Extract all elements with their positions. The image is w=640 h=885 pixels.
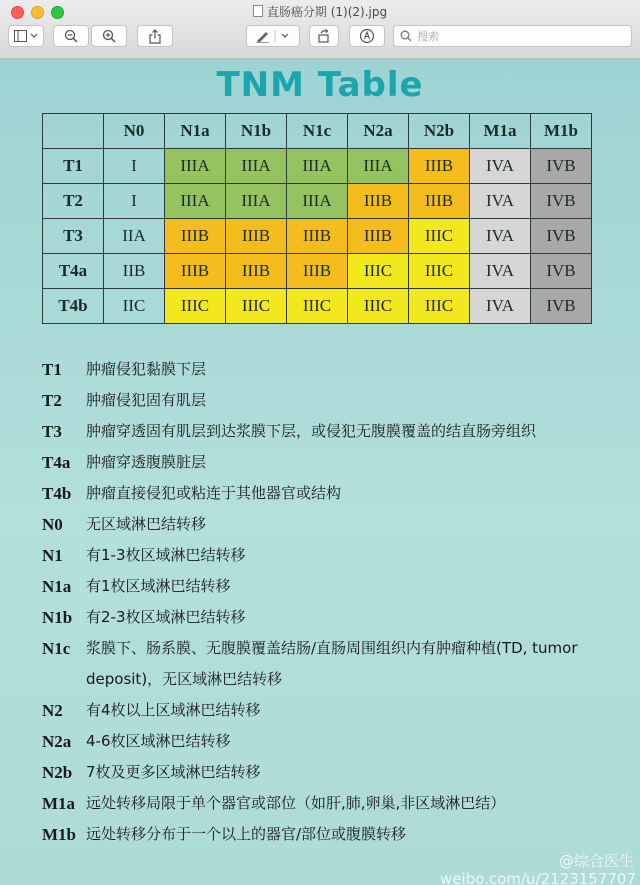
stage-cell: I [104, 149, 165, 184]
stage-cell: IIIB [226, 219, 287, 254]
stage-cell: IIIB [348, 219, 409, 254]
table-row [43, 219, 592, 254]
definition-code: N1c [42, 639, 71, 658]
stage-cell: IIC [104, 289, 165, 324]
column-header: N0 [104, 114, 165, 149]
stage-cell: IIIA [348, 149, 409, 184]
image-canvas [0, 59, 640, 885]
row-header: T4b [43, 289, 104, 324]
row-header: T3 [43, 219, 104, 254]
stage-cell: IIIA [287, 184, 348, 219]
stage-cell: IVA [470, 254, 531, 289]
definition-item [42, 478, 612, 509]
tnm-table-title: TNM Table [216, 65, 424, 105]
definition-code: M1a [42, 794, 76, 813]
definition-text: 4-6枚区域淋巴结转移 [86, 732, 231, 750]
stage-cell: IVB [531, 184, 592, 219]
definition-code: N2b [42, 763, 73, 782]
definition-item [42, 602, 612, 633]
column-header: N1b [226, 114, 287, 149]
title-bar [0, 0, 640, 59]
definition-code: T4a [42, 453, 71, 472]
definition-item [42, 571, 612, 602]
definition-code: T3 [42, 422, 62, 441]
column-header: N1a [165, 114, 226, 149]
table-row [43, 184, 592, 219]
chevron-down-icon [282, 34, 288, 37]
stage-cell: IIIA [165, 149, 226, 184]
definition-item [42, 385, 612, 416]
column-header: N1c [287, 114, 348, 149]
stage-cell: I [104, 184, 165, 219]
stage-cell: IVA [470, 184, 531, 219]
table-row [43, 289, 592, 324]
watermark-handle: @综合医生 [558, 852, 634, 870]
zoom-in-button[interactable] [91, 25, 127, 47]
definition-text: 有1-3枚区域淋巴结转移 [86, 546, 246, 564]
stage-cell: IIIA [226, 149, 287, 184]
column-header: N2a [348, 114, 409, 149]
window-title [0, 3, 640, 20]
stage-cell: IVA [470, 149, 531, 184]
definition-text: 肿瘤穿透固有肌层到达浆膜下层，或侵犯无腹膜覆盖的结直肠旁组织 [86, 422, 537, 440]
definition-item [42, 416, 612, 447]
definition-item [42, 726, 612, 757]
definition-text: 远处转移分布于一个以上的器官/部位或腹膜转移 [86, 825, 407, 843]
definition-text: 有1枚区域淋巴结转移 [86, 577, 231, 595]
definition-code: N1a [42, 577, 72, 596]
stage-cell: IIIC [348, 289, 409, 324]
row-header: T1 [43, 149, 104, 184]
stage-cell: IVB [531, 289, 592, 324]
stage-cell: IIA [104, 219, 165, 254]
stage-cell: IIIB [165, 219, 226, 254]
stage-cell: IVA [470, 289, 531, 324]
definition-text: 远处转移局限于单个器官或部位（如肝,肺,卵巢,非区域淋巴结） [86, 794, 506, 812]
sidebar-toggle-button[interactable] [8, 25, 44, 47]
row-header: T2 [43, 184, 104, 219]
definition-code: N0 [42, 515, 63, 534]
rotate-button[interactable] [309, 25, 339, 47]
stage-cell: IIIA [287, 149, 348, 184]
definition-code: N2a [42, 732, 72, 751]
definition-text: 浆膜下、肠系膜、无腹膜覆盖结肠/直肠周围组织内有肿瘤种植(TD, tumor deposit)，无区域淋巴结转移 [86, 639, 578, 688]
zoom-in-icon [102, 29, 116, 43]
stage-cell: IIIB [409, 149, 470, 184]
window-title-text: 直肠癌分期 (1)(2).jpg [266, 5, 388, 19]
stage-cell: IVB [531, 219, 592, 254]
stage-cell: IIIC [409, 289, 470, 324]
table-row [43, 149, 592, 184]
stage-cell: IIIC [165, 289, 226, 324]
stage-cell: IIIC [348, 254, 409, 289]
stage-cell: IIIB [287, 254, 348, 289]
rotate-icon [317, 29, 331, 43]
zoom-out-button[interactable] [53, 25, 89, 47]
definition-text: 肿瘤侵犯黏膜下层 [86, 360, 207, 378]
definition-code: T1 [42, 360, 62, 379]
definition-text: 有2-3枚区域淋巴结转移 [86, 608, 246, 626]
stage-cell: IIIC [287, 289, 348, 324]
definition-text: 7枚及更多区域淋巴结转移 [86, 763, 261, 781]
definition-code: T4b [42, 484, 72, 503]
stage-cell: IIIA [165, 184, 226, 219]
stage-cell: IVB [531, 149, 592, 184]
zoom-out-icon [64, 29, 78, 43]
table-row [43, 254, 592, 289]
stage-cell: IIIB [348, 184, 409, 219]
definition-item [42, 540, 612, 571]
definition-item [42, 695, 612, 726]
stage-cell: IIIC [409, 219, 470, 254]
definition-code: N1 [42, 546, 63, 565]
annotate-icon [359, 28, 375, 44]
definitions-list [42, 354, 612, 850]
definition-item [42, 788, 612, 819]
watermark-url: weibo.com/u/2123157707 [440, 870, 636, 885]
definition-item [42, 757, 612, 788]
stage-cell: IIIC [409, 254, 470, 289]
pen-icon [253, 29, 293, 43]
stage-cell: IIIB [165, 254, 226, 289]
column-header: N2b [409, 114, 470, 149]
share-icon [149, 29, 161, 44]
column-header [43, 114, 104, 149]
column-header: M1a [470, 114, 531, 149]
tnm-table [42, 113, 592, 324]
definition-text: 无区域淋巴结转移 [86, 515, 207, 533]
stage-cell: IIIB [409, 184, 470, 219]
definition-code: M1b [42, 825, 76, 844]
definition-item [42, 509, 612, 540]
definition-text: 肿瘤穿透腹膜脏层 [86, 453, 207, 471]
stage-cell: IIIB [226, 254, 287, 289]
definition-item [42, 633, 612, 695]
definition-item [42, 354, 612, 385]
definition-item [42, 447, 612, 478]
definition-code: N1b [42, 608, 73, 627]
table-header-row [43, 114, 592, 149]
search-icon [400, 30, 412, 42]
stage-cell: IVB [531, 254, 592, 289]
sidebar-icon [14, 30, 38, 42]
search-placeholder: 搜索 [417, 30, 439, 43]
definition-item [42, 819, 612, 850]
stage-cell: IIIA [226, 184, 287, 219]
stage-cell: IIIB [287, 219, 348, 254]
file-icon [253, 5, 263, 17]
definition-code: N2 [42, 701, 63, 720]
search-input[interactable] [393, 25, 632, 47]
definition-text: 肿瘤侵犯固有肌层 [86, 391, 207, 409]
stage-cell: IIB [104, 254, 165, 289]
column-header: M1b [531, 114, 592, 149]
stage-cell: IIIC [226, 289, 287, 324]
markup-button[interactable] [246, 25, 300, 47]
definition-text: 肿瘤直接侵犯或粘连于其他器官或结构 [86, 484, 342, 502]
definition-code: T2 [42, 391, 62, 410]
annotate-button[interactable] [349, 25, 385, 47]
share-button[interactable] [137, 25, 173, 47]
definition-text: 有4枚以上区域淋巴结转移 [86, 701, 261, 719]
row-header: T4a [43, 254, 104, 289]
stage-cell: IVA [470, 219, 531, 254]
